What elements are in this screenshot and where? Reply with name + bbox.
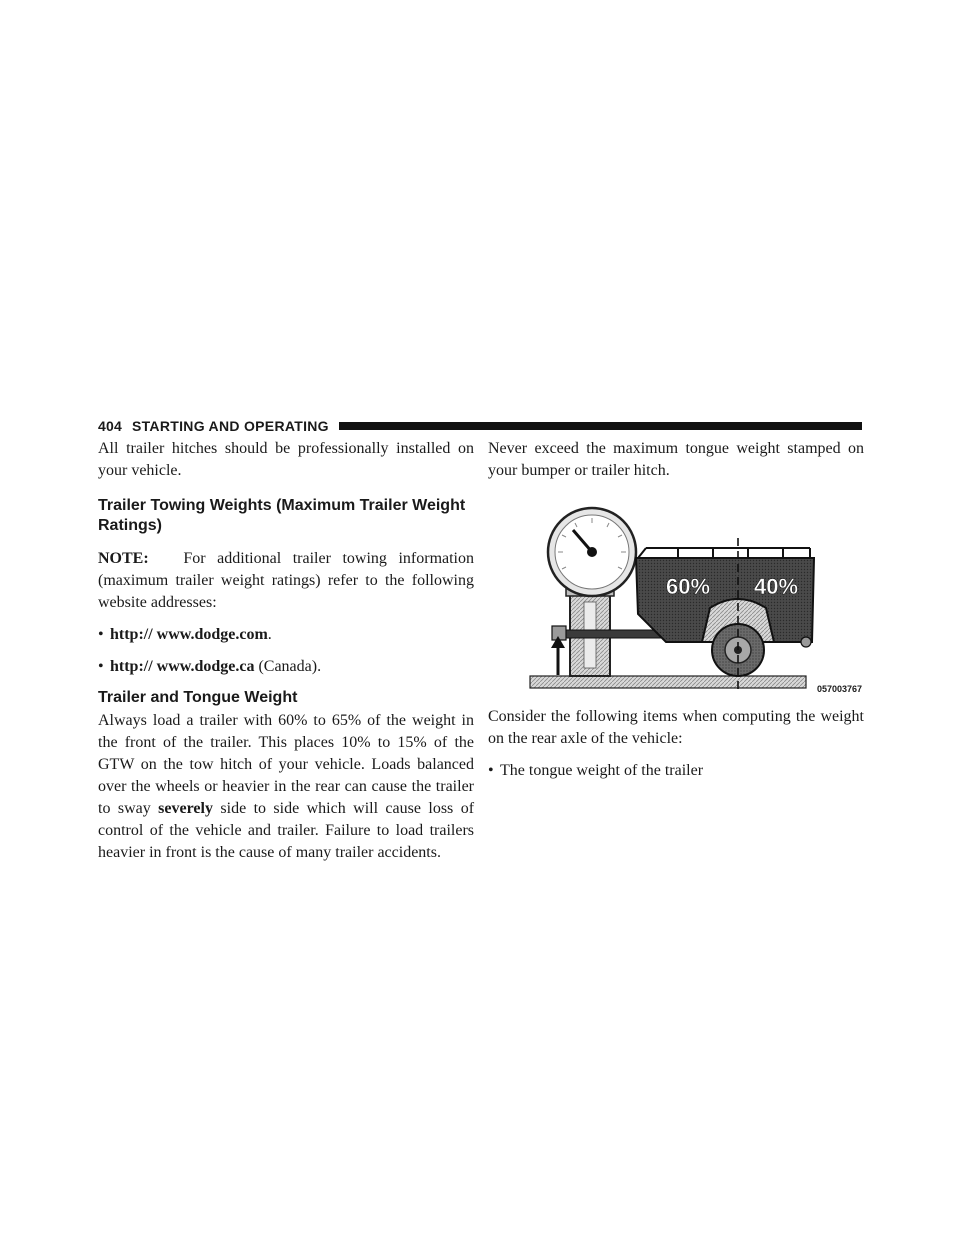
- paragraph-loading-emphasis: severely: [158, 800, 213, 817]
- trailer-scale-illustration: [488, 490, 864, 700]
- paragraph-consider: Consider the following items when computing the weight on the rear axle of the vehicle:: [488, 708, 864, 747]
- section-title: STARTING AND OPERATING: [131, 418, 329, 434]
- heading-trailer-tongue-weight: Trailer and Tongue Weight: [98, 689, 298, 706]
- page-number: 404: [98, 418, 122, 434]
- right-column: [488, 438, 864, 782]
- rear-weight-label: 40%: [753, 574, 799, 599]
- website-link-us[interactable]: http:// www.dodge.com: [110, 626, 268, 643]
- note-paragraph: [98, 548, 474, 614]
- ground-platform: [530, 676, 806, 688]
- note-text: For additional trailer towing information (maximum trailer weight ratings) refer to the following website addresses:: [98, 550, 474, 611]
- front-weight-label: 60%: [665, 574, 711, 599]
- heading-trailer-towing-weights: Trailer Towing Weights (Maximum Trailer Weight Ratings): [98, 497, 466, 534]
- bullet-suffix: (Canada).: [258, 658, 322, 675]
- trailer-weight-figure: [488, 490, 864, 700]
- trailer-rack: [638, 548, 810, 558]
- bullet-suffix: .: [267, 626, 272, 643]
- bullet-icon: •: [488, 762, 494, 779]
- list-item: [488, 760, 864, 782]
- website-link-canada[interactable]: http:// www.dodge.ca: [110, 658, 255, 675]
- paragraph-loading-part-b: side to side which will cause loss of control of the vehicle and trailer. Failure to load trailers heavier in front is the cause of many trailer accidents.: [98, 800, 475, 861]
- paragraph-loading: [98, 710, 474, 864]
- left-column: [98, 438, 474, 864]
- figure-id: 057003767: [816, 684, 862, 694]
- page-header: [98, 416, 862, 436]
- paragraph-never-exceed: Never exceed the maximum tongue weight stamped on your bumper or trailer hitch.: [488, 440, 864, 479]
- trailer-tongue: [558, 630, 668, 638]
- note-label: NOTE:: [98, 550, 149, 567]
- list-item: [98, 656, 474, 678]
- list-item: [98, 624, 474, 646]
- paragraph-hitches: All trailer hitches should be professionally installed on your vehicle.: [98, 440, 474, 479]
- bullet-text: The tongue weight of the trailer: [500, 762, 704, 779]
- header-rule: [339, 422, 862, 430]
- paragraph-loading-part-a: Always load a trailer with 60% to 65% of the weight in the front of the trailer. This places 10% to 15% of the GTW on the tow hitch of your vehicle. Loads balanced over the wheels or heavier in the rear can cause the trailer to sway: [98, 712, 474, 817]
- bullet-icon: •: [98, 658, 104, 675]
- bullet-icon: •: [98, 626, 104, 643]
